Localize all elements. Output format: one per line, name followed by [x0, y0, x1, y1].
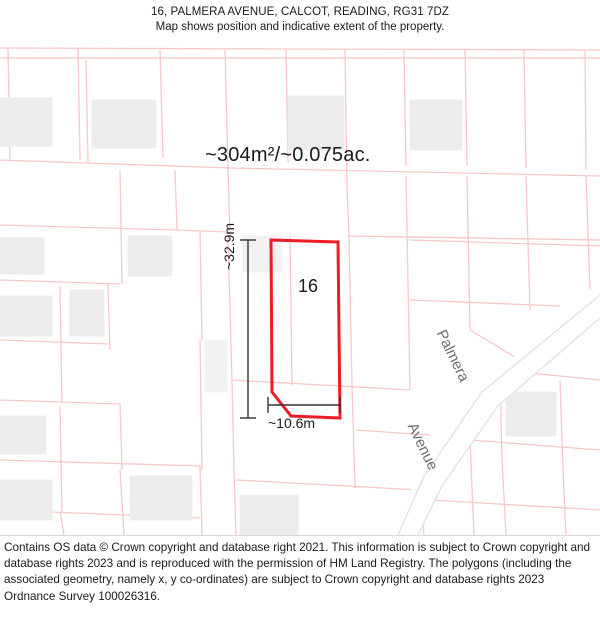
page-title: 16, PALMERA AVENUE, CALCOT, READING, RG31 7DZ [150, 6, 450, 18]
area-label: ~304m²/~0.075ac. [205, 144, 371, 166]
street-label-avenue: Avenue [403, 420, 442, 473]
map-canvas[interactable] [0, 40, 600, 535]
horizontal-dimension-label: ~10.6m [268, 415, 316, 431]
map-footer [0, 535, 600, 625]
copyright-text: Contains OS data © Crown copyright and database right 2021. This information is subject to Crown copyright and database rights 2023 and is reproduced with the permission of HM Land Registry. The polygons (including the associated geometry, namely x, y co-ordinates) are subject to Crown copyright and database rights 2023 Ordnance Survey 100026316. [4, 541, 590, 603]
road-palmera-avenue [398, 295, 600, 535]
plot-number-label: 16 [298, 276, 319, 296]
vertical-dimension-label: ~32.9m [221, 222, 237, 270]
map-header [0, 0, 600, 40]
page-subtitle: Map shows position and indicative extent of the property. [155, 21, 445, 33]
street-label-palmera: Palmera [432, 327, 473, 385]
